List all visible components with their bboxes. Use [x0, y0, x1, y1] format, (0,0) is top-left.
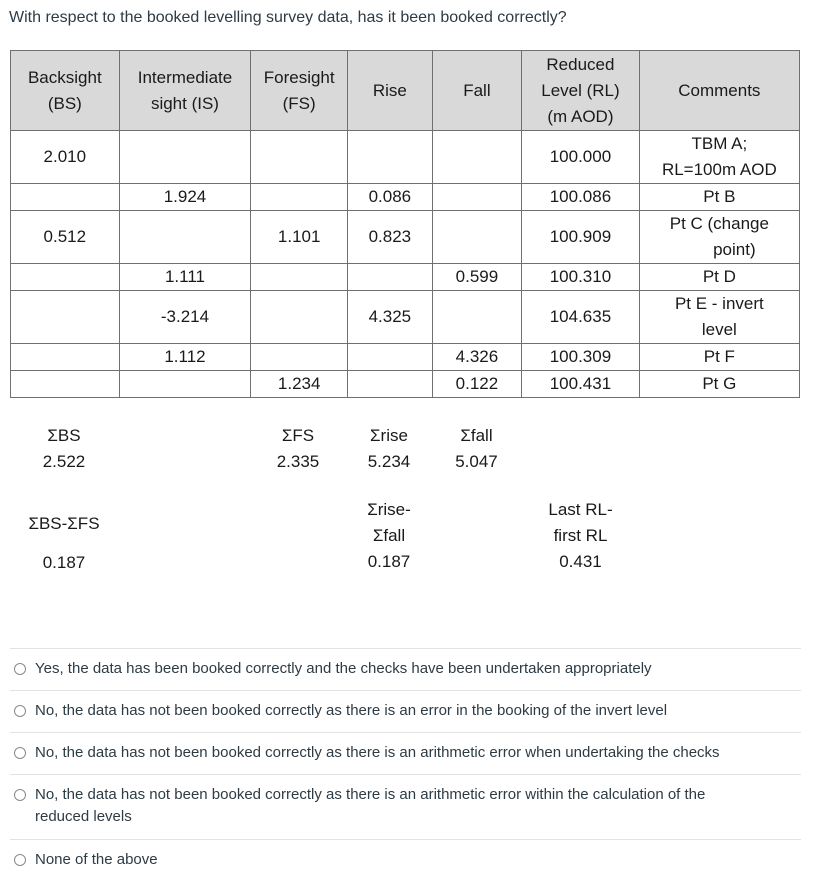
header-line: Reduced — [546, 54, 615, 74]
sum-bs — [10, 423, 118, 475]
cell-bs — [11, 184, 120, 211]
header-reduced-level — [522, 51, 640, 131]
radio-button[interactable] — [14, 663, 26, 675]
table-row — [11, 184, 800, 211]
header-line: Rise — [372, 80, 407, 100]
answer-label: Yes, the data has been booked correctly and the checks have been undertaken appropriately — [35, 660, 652, 677]
sum-label: Σfall — [460, 426, 493, 445]
cell-bs: 0.512 — [11, 211, 120, 264]
header-line: Fall — [463, 80, 491, 100]
cell-comment — [639, 131, 799, 184]
cell-rl: 100.086 — [522, 184, 640, 211]
table-row — [11, 344, 800, 371]
cell-rise: 0.086 — [348, 184, 433, 211]
header-line: Foresight — [263, 67, 335, 87]
cell-rl: 100.431 — [522, 371, 640, 398]
survey-image — [10, 50, 800, 598]
answer-label: None of the above — [35, 851, 158, 868]
comment-line: point) — [713, 240, 756, 259]
sum-fall — [432, 423, 521, 475]
cell-comment — [639, 211, 799, 264]
header-line: Comments — [678, 80, 761, 100]
cell-rl: 100.000 — [522, 131, 640, 184]
answer-label: No, the data has not been booked correctly as there is an error in the booking of the invert level — [35, 702, 668, 719]
cell-fs: 1.234 — [251, 371, 348, 398]
header-line: (BS) — [47, 93, 82, 113]
cell-rise: 4.325 — [348, 291, 433, 344]
cell-fs — [251, 184, 348, 211]
cell-rl: 100.309 — [522, 344, 640, 371]
check-rl — [522, 497, 639, 575]
sum-label: ΣBS — [47, 426, 81, 445]
answer-label: No, the data has not been booked correctly as there is an arithmetic error when undertaking the checks — [35, 744, 720, 761]
header-fall — [432, 51, 522, 131]
comment-line: RL=100m AOD — [661, 160, 777, 179]
radio-button[interactable] — [14, 854, 26, 866]
check-label: first RL — [553, 526, 608, 545]
sum-value: 5.047 — [455, 452, 498, 471]
sum-value: 2.522 — [42, 452, 86, 471]
cell-bs — [11, 371, 120, 398]
radio-button[interactable] — [14, 747, 26, 759]
cell-is: 1.924 — [119, 184, 251, 211]
cell-bs — [11, 264, 120, 291]
cell-fs — [251, 291, 348, 344]
cell-is — [119, 371, 251, 398]
cell-is: 1.112 — [119, 344, 251, 371]
table-row — [11, 371, 800, 398]
cell-comment — [639, 184, 799, 211]
header-rise — [348, 51, 433, 131]
cell-fall — [432, 184, 522, 211]
check-label: Σfall — [372, 526, 406, 545]
comment-line: Pt E - invert — [674, 294, 764, 313]
header-line: (FS) — [282, 93, 316, 113]
cell-fall: 0.599 — [432, 264, 522, 291]
cell-rl: 104.635 — [522, 291, 640, 344]
table-row — [11, 211, 800, 264]
check-bs-fs-label: ΣBS-ΣFS — [28, 514, 100, 533]
answer-option[interactable] — [10, 648, 801, 690]
cell-rise — [348, 371, 433, 398]
answer-options — [10, 648, 801, 879]
check-bs-fs-value: 0.187 — [42, 553, 86, 572]
cell-is: -3.214 — [119, 291, 251, 344]
comment-line: Pt D — [702, 267, 736, 286]
cell-fall: 0.122 — [432, 371, 522, 398]
header-comments — [639, 51, 799, 131]
answer-label: No, the data has not been booked correctly as there is an arithmetic error within the calculation of the reduced levels — [35, 786, 706, 825]
question-text: With respect to the booked levelling survey data, has it been booked correctly? — [9, 9, 567, 26]
header-line: sight (IS) — [150, 93, 219, 113]
table-row — [11, 264, 800, 291]
comment-line: Pt B — [703, 187, 736, 206]
cell-fs — [251, 131, 348, 184]
cell-fall — [432, 131, 522, 184]
sum-fs — [250, 423, 346, 475]
cell-bs — [11, 344, 120, 371]
header-line: Backsight — [27, 67, 102, 87]
sum-label: ΣFS — [281, 426, 315, 445]
table-header-row — [11, 51, 800, 131]
cell-comment — [639, 264, 799, 291]
comment-line: Pt C (change — [669, 214, 769, 233]
radio-button[interactable] — [14, 705, 26, 717]
cell-comment — [639, 371, 799, 398]
comment-line: Pt F — [703, 347, 735, 366]
answer-option[interactable] — [10, 774, 801, 839]
cell-is — [119, 211, 251, 264]
answer-option[interactable] — [10, 839, 801, 879]
header-line: Level (RL) — [541, 80, 620, 100]
cell-is: 1.111 — [119, 264, 251, 291]
sum-value: 5.234 — [367, 452, 411, 471]
table-row — [11, 291, 800, 344]
check-label: Last RL- — [548, 500, 613, 519]
cell-fs — [251, 344, 348, 371]
sum-value: 2.335 — [276, 452, 320, 471]
header-foresight — [251, 51, 348, 131]
cell-rise: 0.823 — [348, 211, 433, 264]
cell-bs: 2.010 — [11, 131, 120, 184]
check-rise-fall — [347, 497, 431, 575]
sum-rise — [347, 423, 431, 475]
cell-comment — [639, 344, 799, 371]
cell-fall — [432, 211, 522, 264]
header-line: Intermediate — [137, 67, 233, 87]
cell-rise — [348, 344, 433, 371]
cell-fall: 4.326 — [432, 344, 522, 371]
levelling-table — [10, 50, 800, 398]
comment-line: TBM A; — [691, 134, 748, 153]
table-row — [11, 131, 800, 184]
answer-option[interactable] — [10, 732, 801, 774]
cell-is — [119, 131, 251, 184]
comment-line: level — [701, 320, 737, 339]
check-value: 0.431 — [559, 552, 602, 571]
cell-rise — [348, 264, 433, 291]
header-backsight — [11, 51, 120, 131]
answer-option[interactable] — [10, 690, 801, 732]
cell-comment — [639, 291, 799, 344]
cell-rl: 100.909 — [522, 211, 640, 264]
cell-fall — [432, 291, 522, 344]
comment-line: Pt G — [702, 374, 737, 393]
radio-button[interactable] — [14, 789, 26, 801]
sum-label: Σrise — [370, 426, 408, 445]
cell-fs — [251, 264, 348, 291]
cell-bs — [11, 291, 120, 344]
cell-rise — [348, 131, 433, 184]
check-label: Σrise- — [367, 500, 411, 519]
cell-fs: 1.101 — [251, 211, 348, 264]
header-line: (m AOD) — [547, 106, 614, 126]
header-intermediate — [119, 51, 251, 131]
cell-rl: 100.310 — [522, 264, 640, 291]
check-value: 0.187 — [367, 552, 411, 571]
